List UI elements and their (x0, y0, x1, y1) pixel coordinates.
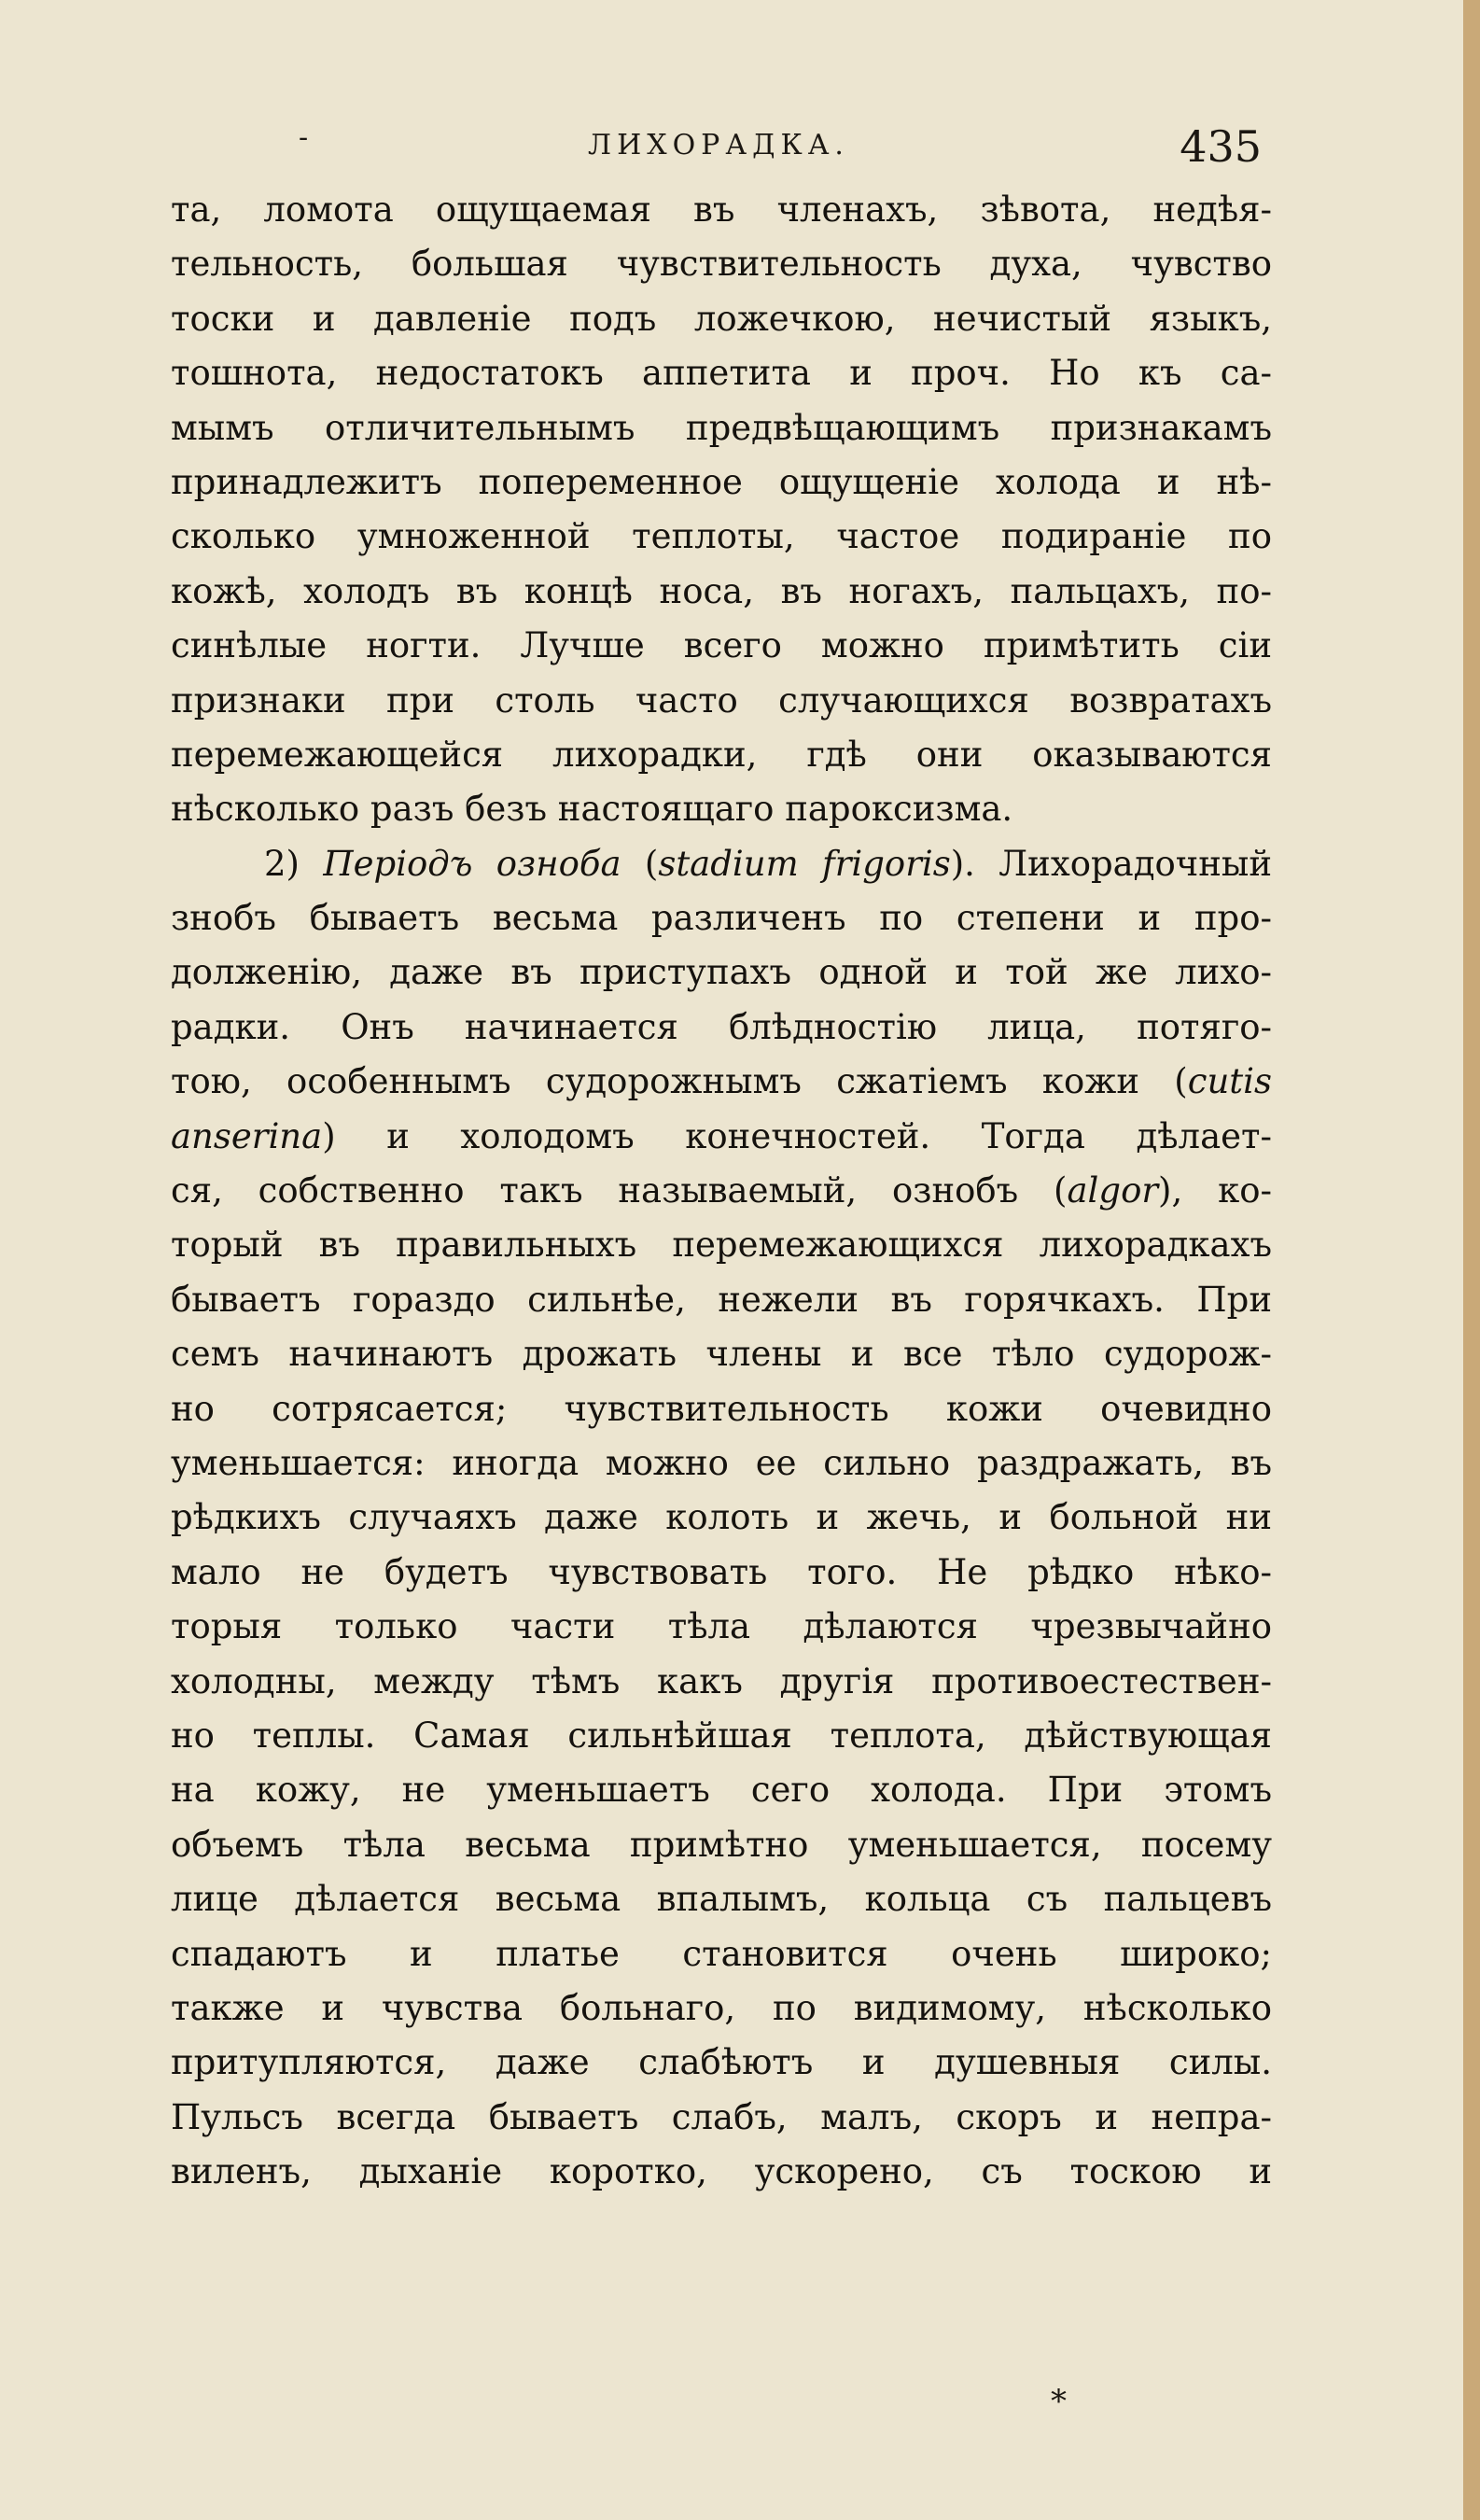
text-fragment: ся, собственно такъ называемый, ознобъ ( (171, 1170, 1068, 1211)
period-heading-line (171, 837, 1272, 891)
page-edge-shadow (1463, 0, 1480, 2520)
text-line: мымъ отличительнымъ предвѣщающимъ признакамъ (171, 407, 1272, 448)
signature-mark: * (1051, 2383, 1067, 2420)
latin-close: ). (950, 843, 975, 884)
running-title: ЛИХОРАДКА. (588, 129, 849, 161)
text-line: знобъ бываетъ весьма различенъ по степени и про- (171, 898, 1272, 939)
body-text (171, 183, 1272, 2199)
text-line: тельность, большая чувствительность духа, чувство (171, 244, 1272, 285)
text-line: на кожу, не уменьшаетъ сего холода. При этомъ (171, 1770, 1272, 1811)
latin-term: stadium frigoris (658, 843, 951, 884)
text-fragment: ) и холодомъ конечностей. Тогда дѣлает- (322, 1115, 1272, 1156)
text-fragment: тою, особеннымъ судорожнымъ сжатіемъ кожи ( (171, 1061, 1188, 1102)
text-line: рѣдкихъ случаяхъ даже колоть и жечь, и больной ни (171, 1497, 1272, 1538)
text-line: кожѣ, холодъ въ концѣ носа, въ ногахъ, пальцахъ, по- (171, 570, 1272, 611)
text-line: мало не будетъ чувствовать того. Не рѣдко нѣко- (171, 1551, 1272, 1592)
text-line: долженію, даже въ приступахъ одной и той же лихо- (171, 952, 1272, 993)
text-line: холодны, между тѣмъ какъ другія противоестествен- (171, 1660, 1272, 1701)
latin-cutis: cutis (1187, 1061, 1272, 1102)
text-line: синѣлые ногти. Лучше всего можно примѣтить сіи (171, 625, 1272, 666)
text-line: уменьшается: иногда можно ее сильно раздражать, въ (171, 1442, 1272, 1483)
text-line: сколько умноженной теплоты, частое подираніе по (171, 516, 1272, 557)
text-line: тоски и давленіе подъ ложечкою, нечистый языкъ, (171, 298, 1272, 339)
text-line: бываетъ гораздо сильнѣе, нежели въ горячкахъ. При (171, 1279, 1272, 1320)
text-line-anserina (171, 1110, 1272, 1164)
text-line: тошнота, недостатокъ аппетита и проч. Но къ са- (171, 353, 1272, 394)
page-number: 435 (1180, 121, 1262, 172)
text-line: принадлежитъ попеременное ощущеніе холода и нѣ- (171, 461, 1272, 502)
header-mark: - (299, 121, 309, 154)
text-line: лице дѣлается весьма впалымъ, кольца съ пальцевъ (171, 1879, 1272, 1920)
text-line-paragraph-end: нѣсколько разъ безъ настоящаго пароксизма. (171, 789, 1013, 830)
period-title: Періодъ озноба (323, 843, 621, 884)
text-line: но теплы. Самая сильнѣйшая теплота, дѣйствующая (171, 1715, 1272, 1756)
text-line: также и чувства больнаго, по видимому, нѣсколько (171, 1987, 1272, 2028)
latin-algor: algor (1067, 1170, 1159, 1211)
page-header (168, 121, 1269, 177)
text-line: та, ломота ощущаемая въ членахъ, зѣвота, недѣя- (171, 189, 1272, 230)
text-line-algor (171, 1164, 1272, 1218)
text-line: перемежающейся лихорадки, гдѣ они оказываются (171, 734, 1272, 775)
text-line: объемъ тѣла весьма примѣтно уменьшается, посему (171, 1824, 1272, 1865)
text-line-cutis (171, 1055, 1272, 1109)
text-line: виленъ, дыханіе коротко, ускорено, съ тоскою и (171, 2151, 1272, 2192)
period-number: 2) (264, 843, 300, 884)
text-line: но сотрясается; чувствительность кожи очевидно (171, 1388, 1272, 1429)
latin-anserina: anserina (171, 1115, 323, 1156)
text-line: семъ начинаютъ дрожать члены и все тѣло судорож- (171, 1334, 1272, 1375)
text-line: спадаютъ и платье становится очень широко; (171, 1933, 1272, 1974)
text-line: торыя только части тѣла дѣлаются чрезвычайно (171, 1606, 1272, 1647)
text-line: торый въ правильныхъ перемежающихся лихорадкахъ (171, 1225, 1272, 1266)
text-line: признаки при столь часто случающихся возвратахъ (171, 679, 1272, 721)
text-line: притупляются, даже слабѣютъ и душевныя силы. (171, 2042, 1272, 2083)
text-fragment: ), ко- (1158, 1170, 1272, 1211)
latin-open: ( (644, 843, 659, 884)
period-first-line-rest: Лихорадочный (998, 843, 1273, 884)
text-line: радки. Онъ начинается блѣдностію лица, потяго- (171, 1006, 1272, 1047)
text-line: Пульсъ всегда бываетъ слабъ, малъ, скоръ и непра- (171, 2096, 1272, 2137)
